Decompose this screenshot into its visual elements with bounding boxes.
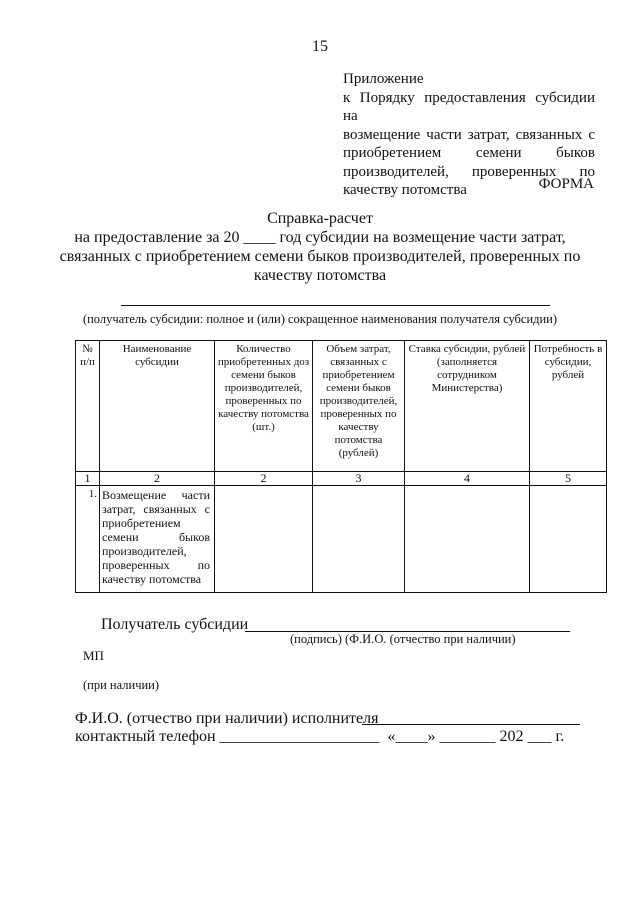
appendix-line: Приложение [343,71,424,87]
recipient-caption: (получатель субсидии: полное и (или) сокращенное наименования получателя субсидии) [82,312,558,326]
column-number: 4 [405,472,530,486]
title-line: качеству потомства [253,267,387,284]
title-line: на предоставление за 20 ____ год субсидии на возмещение части затрат, [74,229,566,246]
calculation-table [75,340,607,593]
row-need-cell[interactable] [530,486,607,593]
signature-caption: (подпись) (Ф.И.О. (отчество при наличии) [290,632,516,646]
signature-label: Получатель субсидии [101,616,249,633]
table-header-row [76,341,607,472]
form-label: ФОРМА [538,176,594,192]
appendix-line: к Порядку предоставления субсидии на [343,89,595,124]
contact-phone-line[interactable]: контактный телефон ____________________ «____» _______ 202 ___ г. [75,728,565,745]
appendix-line: качеству потомства [343,182,467,198]
table-numbering-row [76,472,607,486]
executor-label: Ф.И.О. (отчество при наличии) исполнителя [75,710,379,727]
column-number: 2 [100,472,215,486]
title-line: Справка-расчет [267,210,373,227]
stamp-label: МП [83,648,104,663]
table-row [76,486,607,593]
header-rate: Ставка субсидии, рублей (заполняется сотрудником Министерства) [405,341,530,472]
header-quantity: Количество приобретенных доз семени быков производителей, проверенных по качеству потомства (шт.) [215,341,313,472]
header-subsidy-name: Наименование субсидии [100,341,215,472]
row-quantity-cell[interactable] [215,486,313,593]
header-costs: Объем затрат, связанных с приобретением семени быков производителей, проверенных по качеству потомства (рублей) [313,341,405,472]
appendix-line: возмещение части затрат, связанных с [343,126,595,143]
row-costs-cell[interactable] [313,486,405,593]
title-line: связанных с приобретением семени быков производителей, проверенных по [59,248,581,265]
page-number: 15 [312,38,328,55]
appendix-line: приобретением семени быков [343,145,595,161]
row-subsidy-name: Возмещение части затрат, связанных с приобретением семени быков производителей, проверенных по качеству потомства [100,486,215,593]
executor-blank-line[interactable] [362,724,580,725]
stamp-note: (при наличии) [83,678,160,692]
header-need: Потребность в субсидии, рублей [530,341,607,472]
row-rate-cell[interactable] [405,486,530,593]
column-number: 1 [76,472,100,486]
column-number: 3 [313,472,405,486]
document-title [0,209,640,285]
column-number: 5 [530,472,607,486]
appendix-line: производителей, проверенных по [343,163,595,180]
header-number: № п/п [76,341,100,472]
column-number: 2 [215,472,313,486]
recipient-blank-line[interactable] [121,305,550,306]
row-number: 1. [76,486,100,593]
